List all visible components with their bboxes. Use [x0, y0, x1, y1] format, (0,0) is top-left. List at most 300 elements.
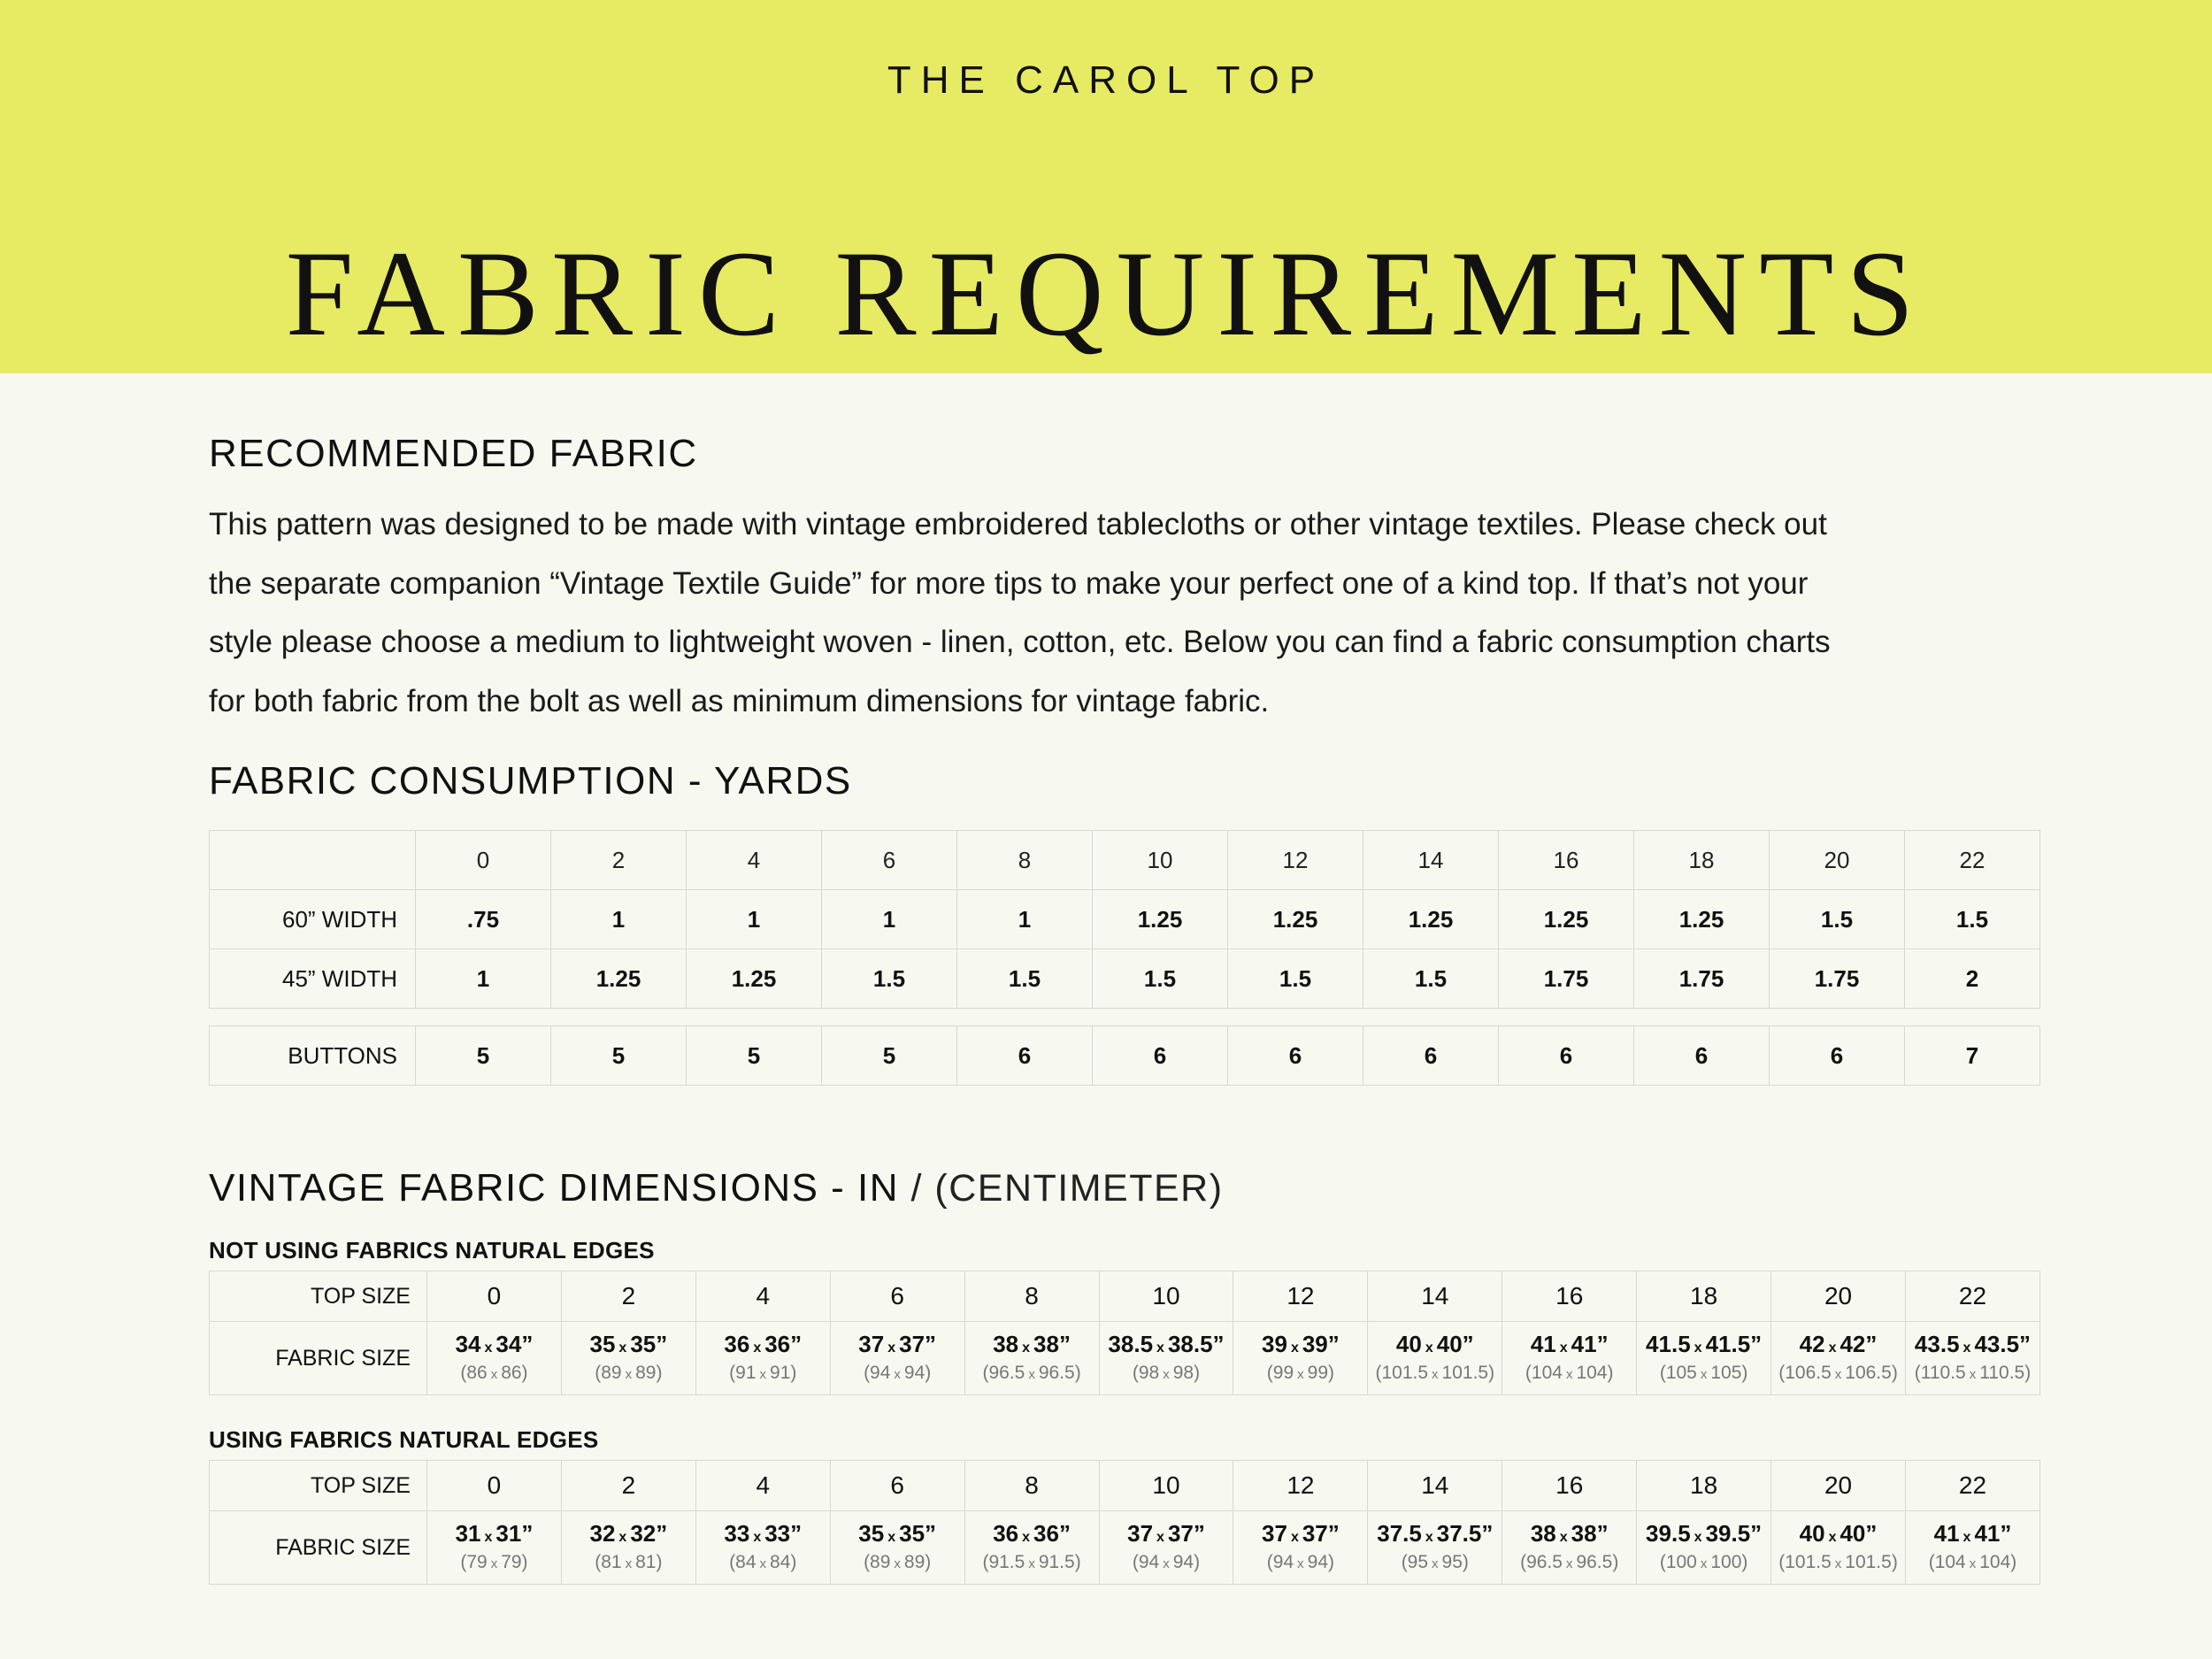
size-header-cell: 18	[1637, 1461, 1771, 1511]
times-sign: x	[1297, 1366, 1304, 1382]
row-label: FABRIC SIZE	[210, 1511, 427, 1585]
times-sign: x	[1290, 1340, 1299, 1356]
size-header-cell: 10	[1093, 831, 1228, 890]
row-label: 60” WIDTH	[210, 890, 416, 949]
cm-height: 84)	[770, 1551, 797, 1572]
fabric-size-cell	[695, 1322, 830, 1395]
inch-dimension	[1368, 1520, 1502, 1551]
cm-width: (91	[729, 1362, 757, 1383]
cm-height: 94)	[903, 1362, 932, 1383]
yardage-cell: 1.25	[1499, 890, 1634, 949]
inch-dimension	[1502, 1520, 1636, 1551]
fabric-size-cell	[1502, 1322, 1637, 1395]
yardage-cell: 1	[551, 890, 687, 949]
inch-height: 40”	[1436, 1330, 1474, 1357]
buttons-cell: 5	[822, 1026, 957, 1086]
size-header-cell: 8	[957, 831, 1093, 890]
times-sign: x	[1559, 1529, 1568, 1545]
size-header-cell: 14	[1368, 1461, 1502, 1511]
inch-height: 37”	[899, 1330, 937, 1357]
times-sign: x	[887, 1529, 896, 1545]
cm-width: (91.5	[982, 1551, 1025, 1572]
cm-height: 89)	[903, 1551, 932, 1572]
inch-width: 40	[1799, 1519, 1825, 1547]
fabric-size-cell	[1905, 1322, 2039, 1395]
fabric-size-cell	[1099, 1322, 1233, 1395]
inch-dimension	[831, 1520, 964, 1551]
inch-dimension	[965, 1331, 1099, 1362]
times-sign: x	[490, 1366, 498, 1382]
times-sign: x	[1565, 1366, 1573, 1382]
recommended-fabric-heading: RECOMMENDED FABRIC	[209, 432, 698, 475]
fabric-size-cell	[427, 1511, 562, 1585]
size-header-cell: 20	[1771, 1461, 1906, 1511]
buttons-cell: 6	[1363, 1026, 1499, 1086]
cm-dimension	[1906, 1362, 2039, 1386]
cm-dimension	[1637, 1362, 1770, 1386]
inch-dimension	[562, 1520, 695, 1551]
fabric-size-cell	[1771, 1322, 1906, 1395]
times-sign: x	[1828, 1340, 1837, 1356]
size-header-cell: 18	[1637, 1271, 1771, 1322]
inch-width: 34	[455, 1330, 481, 1357]
inch-dimension	[1233, 1331, 1367, 1362]
size-header-cell: 22	[1905, 1461, 2039, 1511]
buttons-cell: 5	[687, 1026, 822, 1086]
vintage-subheading-natural-edges: USING FABRICS NATURAL EDGES	[209, 1426, 599, 1453]
inch-dimension	[1771, 1520, 1905, 1551]
times-sign: x	[1163, 1555, 1170, 1571]
cm-dimension	[831, 1551, 964, 1576]
size-header-cell: 8	[964, 1461, 1099, 1511]
cm-width: (96.5	[982, 1362, 1025, 1383]
times-sign: x	[1028, 1366, 1035, 1382]
buttons-table	[209, 1025, 2040, 1086]
cm-height: 110.5)	[1979, 1362, 2032, 1383]
times-sign: x	[894, 1366, 901, 1382]
yardage-cell: 1	[822, 890, 957, 949]
cm-dimension	[1368, 1551, 1502, 1576]
inch-dimension	[1502, 1331, 1636, 1362]
cm-width: (98	[1132, 1362, 1160, 1383]
fabric-size-cell	[1771, 1511, 1906, 1585]
size-header-cell: 6	[830, 1271, 964, 1322]
times-sign: x	[1156, 1529, 1164, 1545]
times-sign: x	[753, 1529, 762, 1545]
times-sign: x	[484, 1529, 493, 1545]
yardage-cell: 1.25	[1634, 890, 1770, 949]
cm-width: (101.5	[1778, 1551, 1832, 1572]
times-sign: x	[753, 1340, 762, 1356]
times-sign: x	[1565, 1555, 1573, 1571]
size-header-cell: 6	[822, 831, 957, 890]
fabric-size-row	[210, 1511, 2040, 1585]
buttons-cell: 6	[1770, 1026, 1905, 1086]
inch-width: 37	[858, 1330, 885, 1357]
yardage-cell: 1.5	[1093, 949, 1228, 1009]
cm-height: 81)	[635, 1551, 663, 1572]
inch-width: 43.5	[1914, 1330, 1960, 1357]
inch-width: 37.5	[1377, 1519, 1422, 1547]
cm-dimension	[965, 1551, 1099, 1576]
recommended-fabric-text: This pattern was designed to be made with vintage embroidered tablecloths or other vintage textiles. Please check out the separate companion “Vintage Textile Guide” for more tips to make your perfect one of a kind top. If that’s not your style please choose a medium to lightweight woven - linen, cotton, etc. Below you can find a fabric consumption charts for both fabric from the bolt as well as minimum dimensions for vintage fabric.	[209, 507, 1831, 718]
yardage-cell: 1.5	[957, 949, 1093, 1009]
cm-width: (89	[595, 1362, 622, 1383]
vintage-heading: VINTAGE FABRIC DIMENSIONS - IN / (CENTIMETER)	[209, 1166, 1224, 1210]
inch-height: 34”	[495, 1330, 534, 1357]
times-sign: x	[1834, 1366, 1842, 1382]
inch-height: 37”	[1302, 1519, 1340, 1547]
size-header-cell: 16	[1502, 1461, 1637, 1511]
consumption-row	[210, 949, 2040, 1009]
yardage-cell: 1	[687, 890, 822, 949]
inch-height: 36”	[764, 1330, 803, 1357]
inch-height: 38.5”	[1167, 1330, 1225, 1357]
cm-dimension	[831, 1362, 964, 1386]
size-header-cell: 0	[416, 831, 551, 890]
times-sign: x	[1969, 1555, 1977, 1571]
cm-dimension	[562, 1362, 695, 1386]
buttons-cell: 7	[1905, 1026, 2040, 1086]
inch-height: 37.5”	[1436, 1519, 1494, 1547]
row-label: FABRIC SIZE	[210, 1322, 427, 1395]
size-header-cell: 6	[830, 1461, 964, 1511]
inch-width: 33	[724, 1519, 750, 1547]
inch-width: 41	[1530, 1330, 1556, 1357]
consumption-heading: FABRIC CONSUMPTION - YARDS	[209, 759, 852, 803]
cm-height: 100)	[1710, 1551, 1748, 1572]
size-header-cell: 0	[427, 1271, 562, 1322]
inch-width: 31	[455, 1519, 481, 1547]
cm-dimension	[696, 1362, 830, 1386]
cm-dimension	[562, 1551, 695, 1576]
times-sign: x	[1425, 1529, 1433, 1545]
inch-height: 40”	[1839, 1519, 1878, 1547]
inch-height: 36”	[1033, 1519, 1071, 1547]
cm-height: 89)	[635, 1362, 663, 1383]
inch-height: 38”	[1033, 1330, 1071, 1357]
inch-dimension	[1100, 1331, 1233, 1362]
inch-dimension	[696, 1331, 830, 1362]
inch-height: 31”	[495, 1519, 534, 1547]
cm-height: 101.5)	[1845, 1551, 1898, 1572]
yardage-cell: .75	[416, 890, 551, 949]
inch-height: 33”	[764, 1519, 803, 1547]
top-size-row	[210, 1271, 2040, 1322]
buttons-cell: 6	[1499, 1026, 1634, 1086]
size-header-cell: 18	[1634, 831, 1770, 890]
times-sign: x	[618, 1529, 627, 1545]
size-header-cell: 4	[695, 1461, 830, 1511]
yardage-cell: 1.5	[1228, 949, 1363, 1009]
cm-height: 86)	[501, 1362, 528, 1383]
cm-height: 96.5)	[1576, 1551, 1619, 1572]
inch-dimension	[1368, 1331, 1502, 1362]
times-sign: x	[1694, 1529, 1702, 1545]
yardage-cell: 1.75	[1770, 949, 1905, 1009]
times-sign: x	[484, 1340, 493, 1356]
cm-height: 104)	[1576, 1362, 1614, 1383]
consumption-size-row	[210, 831, 2040, 890]
inch-dimension	[427, 1331, 561, 1362]
buttons-cell: 6	[1093, 1026, 1228, 1086]
inch-dimension	[427, 1520, 561, 1551]
buttons-row	[210, 1026, 2040, 1086]
size-header-cell: 12	[1228, 831, 1363, 890]
cm-width: (94	[864, 1362, 891, 1383]
size-header-cell: 2	[551, 831, 687, 890]
times-sign: x	[1156, 1340, 1164, 1356]
inch-dimension	[1233, 1520, 1367, 1551]
inch-dimension	[696, 1520, 830, 1551]
yardage-cell: 1.5	[1905, 890, 2040, 949]
times-sign: x	[1962, 1529, 1971, 1545]
cm-height: 91.5)	[1038, 1551, 1081, 1572]
times-sign: x	[1432, 1555, 1439, 1571]
fabric-size-cell	[561, 1322, 695, 1395]
inch-width: 39	[1262, 1330, 1287, 1357]
times-sign: x	[1290, 1529, 1299, 1545]
fabric-size-row	[210, 1322, 2040, 1395]
cm-height: 101.5)	[1441, 1362, 1495, 1383]
inch-width: 42	[1799, 1330, 1825, 1357]
cm-width: (96.5	[1520, 1551, 1563, 1572]
inch-dimension	[1637, 1331, 1770, 1362]
inch-height: 41.5”	[1705, 1330, 1763, 1357]
times-sign: x	[1694, 1340, 1702, 1356]
size-header-cell: 4	[687, 831, 822, 890]
row-label: BUTTONS	[210, 1026, 416, 1086]
consumption-row	[210, 890, 2040, 949]
fabric-size-cell	[1233, 1511, 1368, 1585]
yardage-cell: 1.5	[822, 949, 957, 1009]
cm-height: 79)	[501, 1551, 528, 1572]
row-label: TOP SIZE	[210, 1271, 427, 1322]
row-label: TOP SIZE	[210, 1461, 427, 1511]
fabric-size-cell	[964, 1511, 1099, 1585]
size-header-cell: 16	[1499, 831, 1634, 890]
empty-cell	[210, 831, 416, 890]
yardage-cell: 2	[1905, 949, 2040, 1009]
cm-height: 91)	[770, 1362, 797, 1383]
size-header-cell: 8	[964, 1271, 1099, 1322]
fabric-size-cell	[964, 1322, 1099, 1395]
inch-width: 40	[1395, 1330, 1422, 1357]
vintage-subheading-no-edges: NOT USING FABRICS NATURAL EDGES	[209, 1237, 655, 1263]
cm-width: (105	[1659, 1362, 1697, 1383]
inch-width: 37	[1127, 1519, 1154, 1547]
consumption-table	[209, 830, 2040, 1009]
yardage-cell: 1.5	[1770, 890, 1905, 949]
size-header-cell: 12	[1233, 1461, 1368, 1511]
times-sign: x	[887, 1340, 896, 1356]
buttons-cell: 5	[551, 1026, 687, 1086]
cm-width: (95	[1401, 1551, 1429, 1572]
fabric-size-cell	[1368, 1511, 1502, 1585]
size-header-cell: 2	[561, 1271, 695, 1322]
size-header-cell: 4	[695, 1271, 830, 1322]
inch-height: 39”	[1302, 1330, 1340, 1357]
times-sign: x	[759, 1555, 767, 1571]
fabric-size-cell	[830, 1511, 964, 1585]
size-header-cell: 0	[427, 1461, 562, 1511]
cm-width: (110.5	[1914, 1362, 1966, 1383]
inch-height: 35”	[899, 1519, 937, 1547]
inch-dimension	[965, 1520, 1099, 1551]
inch-dimension	[831, 1331, 964, 1362]
cm-dimension	[1637, 1551, 1770, 1576]
times-sign: x	[625, 1555, 633, 1571]
times-sign: x	[1022, 1340, 1031, 1356]
buttons-cell: 6	[957, 1026, 1093, 1086]
fabric-size-cell	[427, 1322, 562, 1395]
times-sign: x	[1022, 1529, 1031, 1545]
cm-height: 99)	[1307, 1362, 1334, 1383]
inch-height: 41”	[1974, 1519, 2012, 1547]
yardage-cell: 1.25	[551, 949, 687, 1009]
times-sign: x	[1425, 1340, 1433, 1356]
size-header-cell: 16	[1502, 1271, 1637, 1322]
size-header-cell: 2	[561, 1461, 695, 1511]
cm-height: 98)	[1172, 1362, 1201, 1383]
cm-width: (86	[460, 1362, 488, 1383]
cm-width: (79	[460, 1551, 488, 1572]
inch-dimension	[1637, 1520, 1770, 1551]
cm-dimension	[696, 1551, 830, 1576]
yardage-cell: 1	[416, 949, 551, 1009]
times-sign: x	[1700, 1366, 1708, 1382]
cm-width: (106.5	[1778, 1362, 1832, 1383]
cm-width: (94	[1266, 1551, 1294, 1572]
fabric-size-cell	[1233, 1322, 1368, 1395]
top-size-row	[210, 1461, 2040, 1511]
cm-width: (99	[1266, 1362, 1294, 1383]
cm-height: 94)	[1172, 1551, 1201, 1572]
fabric-size-cell	[1502, 1511, 1637, 1585]
cm-dimension	[1771, 1362, 1905, 1386]
cm-width: (81	[595, 1551, 622, 1572]
inch-height: 32”	[630, 1519, 668, 1547]
yardage-cell: 1.25	[1093, 890, 1228, 949]
times-sign: x	[1969, 1366, 1977, 1382]
inch-dimension	[1906, 1520, 2039, 1551]
inch-width: 37	[1262, 1519, 1287, 1547]
vintage-table-no-edges	[209, 1271, 2040, 1395]
yardage-cell: 1.75	[1499, 949, 1634, 1009]
cm-dimension	[427, 1551, 561, 1576]
fabric-size-cell	[1637, 1322, 1771, 1395]
size-header-cell: 14	[1368, 1271, 1502, 1322]
buttons-cell: 5	[416, 1026, 551, 1086]
row-label: 45” WIDTH	[210, 949, 416, 1009]
times-sign: x	[894, 1555, 901, 1571]
fabric-size-cell	[561, 1511, 695, 1585]
inch-width: 35	[858, 1519, 885, 1547]
cm-dimension	[1771, 1551, 1905, 1576]
cm-height: 104)	[1979, 1551, 2017, 1572]
inch-height: 35”	[630, 1330, 668, 1357]
inch-dimension	[562, 1331, 695, 1362]
cm-height: 105)	[1710, 1362, 1748, 1383]
inch-width: 41.5	[1646, 1330, 1691, 1357]
cm-width: (100	[1659, 1551, 1697, 1572]
cm-width: (94	[1132, 1551, 1160, 1572]
inch-width: 36	[993, 1519, 1019, 1547]
times-sign: x	[759, 1366, 767, 1382]
times-sign: x	[1834, 1555, 1842, 1571]
inch-height: 37”	[1167, 1519, 1205, 1547]
inch-dimension	[1906, 1331, 2039, 1362]
fabric-size-cell	[830, 1322, 964, 1395]
times-sign: x	[1432, 1366, 1439, 1382]
inch-width: 39.5	[1646, 1519, 1691, 1547]
times-sign: x	[490, 1555, 498, 1571]
times-sign: x	[1700, 1555, 1708, 1571]
times-sign: x	[1163, 1366, 1170, 1382]
buttons-cell: 6	[1228, 1026, 1363, 1086]
times-sign: x	[625, 1366, 633, 1382]
cm-height: 96.5)	[1038, 1362, 1081, 1383]
inch-width: 36	[724, 1330, 750, 1357]
cm-width: (84	[729, 1551, 757, 1572]
inch-width: 38.5	[1108, 1330, 1154, 1357]
times-sign: x	[1828, 1529, 1837, 1545]
fabric-size-cell	[1099, 1511, 1233, 1585]
header-banner	[0, 0, 2212, 373]
cm-dimension	[1502, 1362, 1636, 1386]
fabric-size-cell	[695, 1511, 830, 1585]
yardage-cell: 1.75	[1634, 949, 1770, 1009]
cm-dimension	[1233, 1551, 1367, 1576]
size-header-cell: 10	[1099, 1461, 1233, 1511]
size-header-cell: 10	[1099, 1271, 1233, 1322]
vintage-table-natural-edges	[209, 1460, 2040, 1585]
cm-height: 95)	[1441, 1551, 1469, 1572]
inch-dimension	[1100, 1520, 1233, 1551]
size-header-cell: 12	[1233, 1271, 1368, 1322]
size-header-cell: 22	[1905, 1271, 2039, 1322]
cm-dimension	[965, 1362, 1099, 1386]
inch-width: 32	[589, 1519, 616, 1547]
inch-height: 42”	[1839, 1330, 1878, 1357]
size-header-cell: 22	[1905, 831, 2040, 890]
size-header-cell: 14	[1363, 831, 1499, 890]
yardage-cell: 1.25	[687, 949, 822, 1009]
fabric-size-cell	[1905, 1511, 2039, 1585]
yardage-cell: 1.5	[1363, 949, 1499, 1009]
inch-height: 43.5”	[1974, 1330, 2032, 1357]
cm-dimension	[1100, 1551, 1233, 1576]
cm-dimension	[427, 1362, 561, 1386]
yardage-cell: 1	[957, 890, 1093, 949]
times-sign: x	[618, 1340, 627, 1356]
inch-height: 39.5”	[1705, 1519, 1763, 1547]
times-sign: x	[1962, 1340, 1971, 1356]
inch-width: 38	[1530, 1519, 1556, 1547]
times-sign: x	[1297, 1555, 1304, 1571]
page-title: FABRIC REQUIREMENTS	[285, 226, 1927, 362]
fabric-size-cell	[1368, 1322, 1502, 1395]
cm-dimension	[1906, 1551, 2039, 1576]
inch-dimension	[1771, 1331, 1905, 1362]
fabric-size-cell	[1637, 1511, 1771, 1585]
buttons-cell: 6	[1634, 1026, 1770, 1086]
yardage-cell: 1.25	[1228, 890, 1363, 949]
inch-height: 38”	[1571, 1519, 1609, 1547]
times-sign: x	[1559, 1340, 1568, 1356]
cm-dimension	[1502, 1551, 1636, 1576]
yardage-cell: 1.25	[1363, 890, 1499, 949]
